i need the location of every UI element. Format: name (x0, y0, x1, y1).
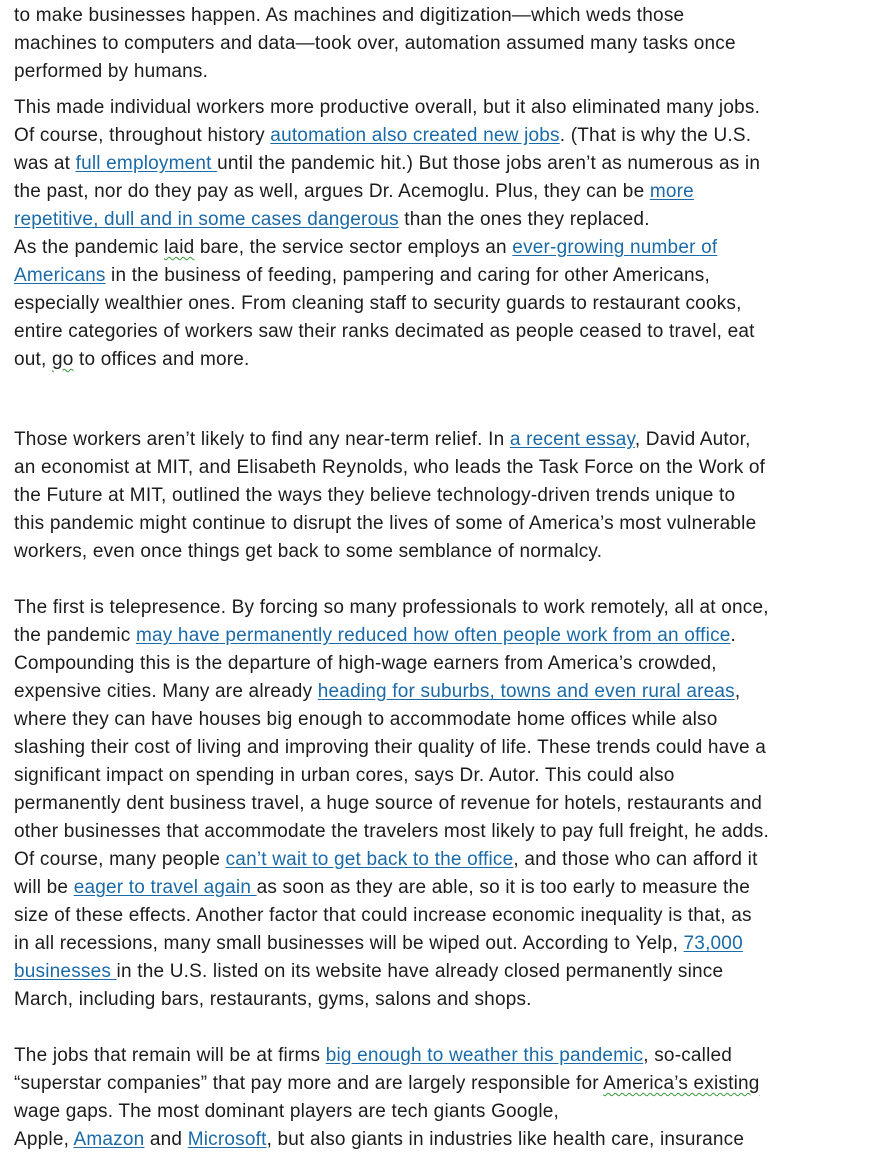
paragraph (14, 94, 874, 374)
text-span: in the U.S. listed on its website have already closed permanently since (116, 961, 724, 982)
text-line: The first is telepresence. By forcing so many professionals to work remotely, all at once, (14, 597, 769, 618)
text-span: bare, the service sector employs an (194, 237, 513, 258)
link-automation-new-jobs[interactable]: automation also created new jobs (270, 125, 560, 146)
text-line: entire categories of workers saw their ranks decimated as people ceased to travel, eat (14, 321, 755, 342)
text-line: to make businesses happen. As machines and digitization—which weds those (14, 5, 685, 26)
text-line (14, 958, 874, 986)
text-line: size of these effects. Another factor that could increase economic inequality is that, as (14, 905, 752, 926)
text-line (14, 622, 874, 650)
text-line: workers, even once things get back to some semblance of normalcy. (14, 541, 603, 562)
text-span: than the ones they replaced. (398, 209, 650, 230)
text-line: performed by humans. (14, 61, 209, 82)
link-microsoft[interactable]: Microsoft (187, 1129, 267, 1150)
text-span: Of course, throughout history (14, 125, 271, 146)
text-span: the pandemic (14, 625, 136, 646)
text-line (14, 874, 874, 902)
text-line (14, 122, 874, 150)
paragraph (14, 1042, 874, 1154)
paragraph (14, 426, 874, 566)
text-line (14, 846, 874, 874)
link-ever-growing[interactable]: ever-growing number of (512, 237, 718, 258)
text-span: to offices and more. (73, 349, 250, 370)
paragraph (14, 594, 874, 1014)
spellcheck-word[interactable]: America’s existing (603, 1073, 760, 1094)
text-line: wage gaps. The most dominant players are tech giants Google, (14, 1101, 560, 1122)
text-line: this pandemic might continue to disrupt the lives of some of America’s most vulnerable (14, 513, 757, 534)
text-line (14, 262, 874, 290)
text-span: “superstar companies” that pay more and are largely responsible for (14, 1073, 604, 1094)
text-span: As the pandemic (14, 237, 165, 258)
text-span: , so-called (643, 1045, 733, 1066)
text-span: . (That is why the U.S. (559, 125, 752, 146)
paragraph (14, 2, 874, 86)
text-line (14, 426, 874, 454)
link-heading-suburbs[interactable]: heading for suburbs, towns and even rural areas (317, 681, 735, 702)
text-span: until the pandemic hit.) But those jobs aren’t as numerous as in (217, 153, 761, 174)
text-span: Of course, many people (14, 849, 226, 870)
text-line (14, 930, 874, 958)
text-line: an economist at MIT, and Elisabeth Reynolds, who leads the Task Force on the Work of (14, 457, 766, 478)
text-span: . (730, 625, 737, 646)
text-line (14, 1070, 874, 1098)
text-line: other businesses that accommodate the travelers most likely to pay full freight, he adds. (14, 821, 769, 842)
link-full-employment[interactable]: full employment (75, 153, 218, 174)
link-amazon[interactable]: Amazon (73, 1129, 145, 1150)
text-line (14, 1126, 874, 1154)
text-span: as soon as they are able, so it is too early to measure the (256, 877, 750, 898)
link-ever-growing-cont[interactable]: Americans (14, 265, 106, 286)
text-line (14, 206, 874, 234)
text-line: slashing their cost of living and improving their quality of life. These trends could have a (14, 737, 767, 758)
link-more-repetitive-cont[interactable]: repetitive, dull and in some cases dangerous (14, 209, 399, 230)
text-line (14, 1042, 874, 1070)
link-recent-essay[interactable]: a recent essay (509, 429, 635, 450)
text-line: the Future at MIT, outlined the ways they believe technology-driven trends unique to (14, 485, 736, 506)
link-eager-travel[interactable]: eager to travel again (73, 877, 257, 898)
text-span: will be (14, 877, 74, 898)
text-span: and (144, 1129, 188, 1150)
document-body (14, 2, 874, 1154)
text-span: the past, nor do they pay as well, argues Dr. Acemoglu. Plus, they can be (14, 181, 650, 202)
link-back-to-office[interactable]: can’t wait to get back to the office (225, 849, 514, 870)
text-span: , (734, 681, 741, 702)
text-span: , David Autor, (634, 429, 751, 450)
text-line: This made individual workers more productive overall, but it also eliminated many jobs. (14, 97, 761, 118)
text-span: in all recessions, many small businesses will be wiped out. According to Yelp, (14, 933, 684, 954)
link-73000-businesses[interactable]: 73,000 (683, 933, 743, 954)
link-more-repetitive[interactable]: more (649, 181, 694, 202)
text-line (14, 150, 874, 178)
text-line: machines to computers and data—took over, automation assumed many tasks once (14, 33, 736, 54)
text-line (14, 234, 874, 262)
text-span: expensive cities. Many are already (14, 681, 318, 702)
text-span: out, (14, 349, 52, 370)
text-line: significant impact on spending in urban cores, says Dr. Autor. This could also (14, 765, 675, 786)
text-line (14, 346, 874, 374)
text-span: Those workers aren’t likely to find any near-term relief. In (14, 429, 510, 450)
text-line: March, including bars, restaurants, gyms, salons and shops. (14, 989, 532, 1010)
text-span: Apple, (14, 1129, 74, 1150)
text-span: , but also giants in industries like health care, insurance (266, 1129, 745, 1150)
link-weather-pandemic[interactable]: big enough to weather this pandemic (325, 1045, 644, 1066)
text-line (14, 678, 874, 706)
text-span: , and those who can afford it (513, 849, 758, 870)
link-reduced-office[interactable]: may have permanently reduced how often people work from an office (135, 625, 731, 646)
spellcheck-word[interactable]: laid (164, 237, 195, 258)
text-span: in the business of feeding, pampering and caring for other Americans, (105, 265, 710, 286)
spellcheck-word[interactable]: go (51, 349, 74, 370)
text-line: permanently dent business travel, a huge source of revenue for hotels, restaurants and (14, 793, 763, 814)
text-span: The jobs that remain will be at firms (14, 1045, 326, 1066)
text-line: especially wealthier ones. From cleaning staff to security guards to restaurant cooks, (14, 293, 742, 314)
text-span: was at (14, 153, 76, 174)
text-line: Compounding this is the departure of high-wage earners from America’s crowded, (14, 653, 717, 674)
text-line: where they can have houses big enough to accommodate home offices while also (14, 709, 718, 730)
link-73000-businesses-cont[interactable]: businesses (14, 961, 117, 982)
text-line (14, 178, 874, 206)
